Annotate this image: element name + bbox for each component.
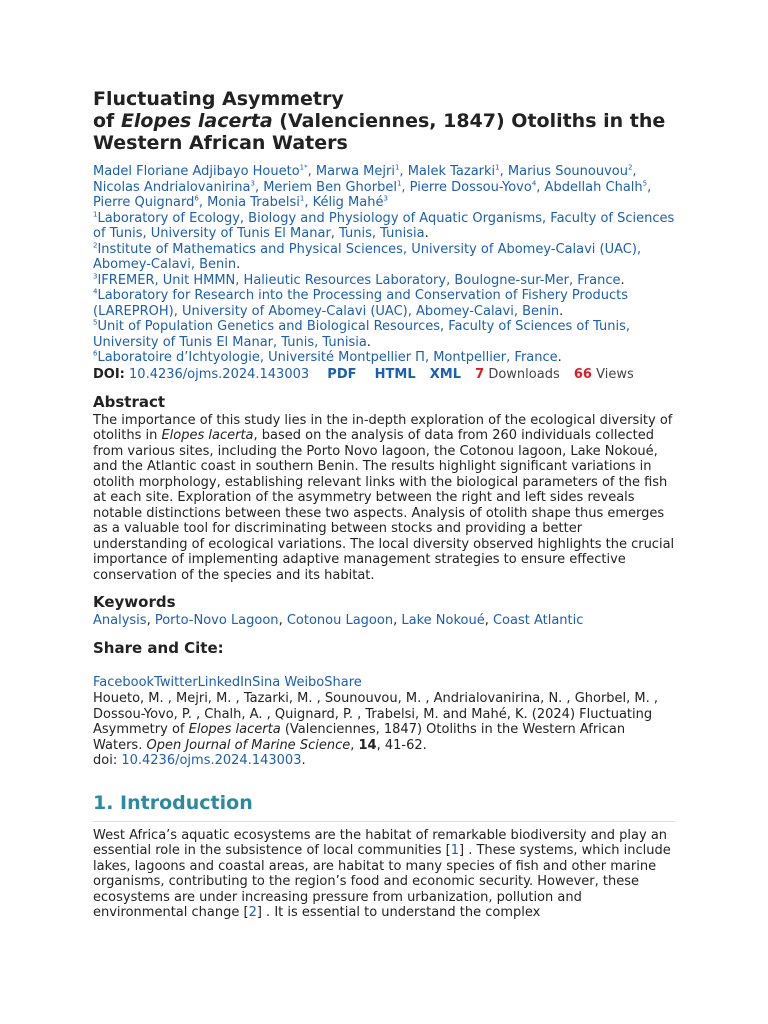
aff-sup: 2	[93, 241, 98, 250]
author-sup: 1*	[299, 163, 308, 172]
author-link[interactable]: Madel Floriane Adjibayo Houeto	[93, 164, 300, 179]
share-heading: Share and Cite:	[93, 639, 224, 657]
title-line1: Fluctuating Asymmetry	[93, 88, 344, 110]
affiliation: $^4$Laboratory for Research into the Processing and Conservation of Fishery Products (LAREPROH), University of Abomey-Calavi (UAC), Abomey-Calavi, Benin.	[93, 287, 629, 319]
author-link[interactable]: Meriem Ben Ghorbel	[263, 179, 397, 195]
pdf-link[interactable]: PDF	[327, 366, 357, 382]
author-link[interactable]: Kélig Mahé	[312, 195, 384, 210]
author-link[interactable]: Nicolas Andrialovanirina	[93, 179, 251, 195]
author-link[interactable]: Malek Tazarki	[407, 164, 496, 179]
author-sup: 3	[250, 179, 255, 188]
citation-doi-label: doi:	[93, 753, 122, 768]
affiliation: $^1$Laboratory of Ecology, Biology and Physiology of Aquatic Organisms, Faculty of Sciences of Tunis, University of Tunis El Manar, Tunis, Tunisia.	[93, 210, 675, 241]
abstract-text	[93, 413, 675, 584]
keyword-link[interactable]: Lake Nokoué	[401, 613, 485, 628]
author-link[interactable]: Marius Sounouvou	[507, 164, 628, 179]
doi-label: DOI:	[93, 366, 125, 382]
doi-link[interactable]: 10.4236/ojms.2024.143003	[129, 366, 310, 382]
keywords-heading: Keywords	[93, 593, 176, 611]
share-link[interactable]: Share	[324, 675, 362, 690]
author-link[interactable]: Abdellah Chalh	[544, 179, 643, 195]
title-rest: (Valenciennes, 1847) Otoliths in the Western African Waters	[93, 110, 666, 154]
author-link[interactable]: Marwa Mejri	[315, 164, 395, 179]
linkedin-link[interactable]: LinkedIn	[197, 675, 253, 690]
citation-authors: Houeto, M. , Mejri, M. , Tazarki, M. , Sounouvou, M. , Andrialovanirina, N. , Ghorbel, M. , Dossou-Yovo, P. , Chalh, A. , Quignard, P. , Trabelsi, M. and Mahé, K. (2024) Fluctuating Asymmetry of	[93, 691, 659, 737]
downloads-count: 7	[475, 366, 485, 382]
author-sup: 6	[194, 194, 199, 203]
xml-link[interactable]: XML	[429, 366, 461, 382]
intro-part: West Africa’s aquatic ecosystems are the habitat of remarkable biodiversity and play an essential role in the subsistence of local communities [	[93, 827, 668, 858]
citation	[93, 691, 675, 769]
share-links	[93, 675, 675, 691]
author-link[interactable]: Pierre Quignard	[93, 195, 195, 210]
abstract-species: Elopes lacerta	[161, 428, 254, 443]
title-of: of	[93, 110, 121, 132]
intro-part: ] . These systems, which include lakes, lagoons and coastal areas, are habitat to many species of fish and other marine organisms, contributing to the region’s food and economic security. However, these ecosystems are under increasing pressure from urbanization, pollution and environmental change [	[93, 843, 671, 920]
facebook-link[interactable]: Facebook	[93, 675, 155, 690]
downloads-label: Downloads	[488, 366, 560, 382]
introduction-text	[93, 828, 675, 921]
author-sup: 2	[627, 163, 633, 172]
aff-sup: 5	[93, 318, 98, 327]
affiliation-link[interactable]: Institute of Mathematics and Physical Sciences, University of Abomey-Calavi (UAC), Abomey-Calavi, Benin	[93, 241, 642, 272]
introduction-heading: 1. Introduction	[93, 791, 253, 814]
author-sup: 1	[396, 179, 402, 188]
reference-link[interactable]: 1	[450, 843, 460, 858]
author-sup: 5	[642, 179, 648, 188]
author-list: Madel Floriane Adjibayo Houeto$^{1*}$, Marwa Mejri$^1$, Malek Tazarki$^1$, Marius Sounouvou$^2$, Nicolas Andrialovanirina$^3$, Meriem Ben Ghorbel$^1$, Pierre Dossou-Yovo$^4$, Abdellah Chalh$^5$, Pierre Quignard$^6$, Monia Trabelsi$^1$, Kélig Mahé$^3$	[93, 163, 652, 210]
section-divider	[93, 821, 675, 822]
citation-doi-link[interactable]: 10.4236/ojms.2024.143003	[121, 753, 302, 768]
views-label: Views	[596, 366, 634, 382]
affiliation: $^3$IFREMER, Unit HMMN, Halieutic Resources Laboratory, Boulogne-sur-Mer, France.	[93, 272, 625, 288]
aff-sup: 6	[93, 349, 98, 358]
aff-sup: 4	[93, 287, 98, 296]
keyword-link[interactable]: Coast Atlantic	[492, 613, 584, 628]
affiliation-link[interactable]: IFREMER, Unit HMMN, Halieutic Resources Laboratory, Boulogne-sur-Mer, France	[97, 272, 621, 288]
affiliation: $^5$Unit of Population Genetics and Biological Resources, Faculty of Sciences of Tunis, University of Tunis El Manar, Tunis, Tunisia.	[93, 318, 631, 350]
author-sup: 1	[299, 194, 305, 203]
affiliation-link[interactable]: Unit of Population Genetics and Biological Resources, Faculty of Sciences of Tunis, University of Tunis El Manar, Tunis, Tunisia	[93, 319, 631, 350]
affiliation-link[interactable]: Laboratory for Research into the Processing and Conservation of Fishery Products (LAREPROH), University of Abomey-Calavi (UAC), Abomey-Calavi, Benin	[93, 288, 629, 319]
author-link[interactable]: Monia Trabelsi	[207, 195, 300, 210]
aff-sup: 3	[93, 272, 98, 281]
citation-volume: 14	[358, 737, 377, 753]
author-sup: 1	[495, 163, 500, 172]
keywords-list: Analysis, Porto-Novo Lagoon, Cotonou Lagoon, Lake Nokoué, Coast Atlantic	[93, 613, 584, 628]
abstract-part: , based on the analysis of data from 260 individuals collected from various sites, including the Porto Novo lagoon, the Cotonou lagoon, Lake Nokoué, and the Atlantic coast in southern Benin. The results highlight significant variations in otolith morphology, establishing relevant links with the biological parameters of the fish at each site. Exploration of the asymmetry between the right and left sides reveals notable distinctions between these two aspects. Analysis of otolith shape thus emerges as a valuable tool for discriminating between stocks and providing a better understanding of ecological variations. The local diversity observed highlights the crucial importance of implementing adaptive management strategies to ensure effective conservation of the species and its habitat.	[93, 428, 675, 583]
abstract-heading: Abstract	[93, 392, 166, 411]
citation-sep: ,	[350, 737, 359, 753]
intro-part: ] . It is essential to understand the complex	[256, 905, 541, 920]
citation-species: Elopes lacerta	[188, 722, 281, 737]
reference-link[interactable]: 2	[248, 905, 257, 920]
title-species: Elopes lacerta	[120, 110, 273, 132]
author-sup: 4	[531, 179, 537, 188]
affiliation-link[interactable]: Laboratory of Ecology, Biology and Physiology of Aquatic Organisms, Faculty of Sciences of Tunis, University of Tunis El Manar, Tunis, Tunisia	[93, 210, 675, 241]
twitter-link[interactable]: Twitter	[154, 675, 198, 690]
aff-sup: 1	[93, 210, 98, 219]
affiliation: $^6$Laboratoire d’Ichtyologie, Université Montpellier Π, Montpellier, France.	[93, 349, 562, 365]
article-title	[93, 88, 675, 154]
views-count: 66	[573, 366, 592, 382]
affiliation: $^2$Institute of Mathematics and Physical Sciences, University of Abomey-Calavi (UAC), Abomey-Calavi, Benin.	[93, 241, 642, 272]
doi-bar	[93, 367, 675, 383]
citation-pages: , 41-62.	[376, 737, 427, 753]
citation-title: (Valenciennes, 1847) Otoliths in the Western African Waters.	[93, 722, 626, 753]
keyword-link[interactable]: Cotonou Lagoon	[286, 613, 394, 628]
keyword-link[interactable]: Porto-Novo Lagoon	[154, 613, 279, 628]
affiliation-link[interactable]: Laboratoire d’Ichtyologie, Université Montpellier Π, Montpellier, France	[97, 350, 558, 365]
author-link[interactable]: Pierre Dossou-Yovo	[409, 179, 532, 195]
citation-end: .	[301, 753, 306, 768]
author-sup: 1	[394, 163, 400, 172]
sina-weibo-link[interactable]: Sina Weibo	[252, 675, 325, 690]
keyword-link[interactable]: Analysis	[93, 613, 147, 628]
abstract-part: The importance of this study lies in the in-depth exploration of the ecological diversity of otoliths in	[93, 412, 673, 443]
html-link[interactable]: HTML	[374, 366, 416, 382]
author-sup: 3	[383, 194, 388, 203]
citation-journal: Open Journal of Marine Science	[146, 737, 351, 753]
